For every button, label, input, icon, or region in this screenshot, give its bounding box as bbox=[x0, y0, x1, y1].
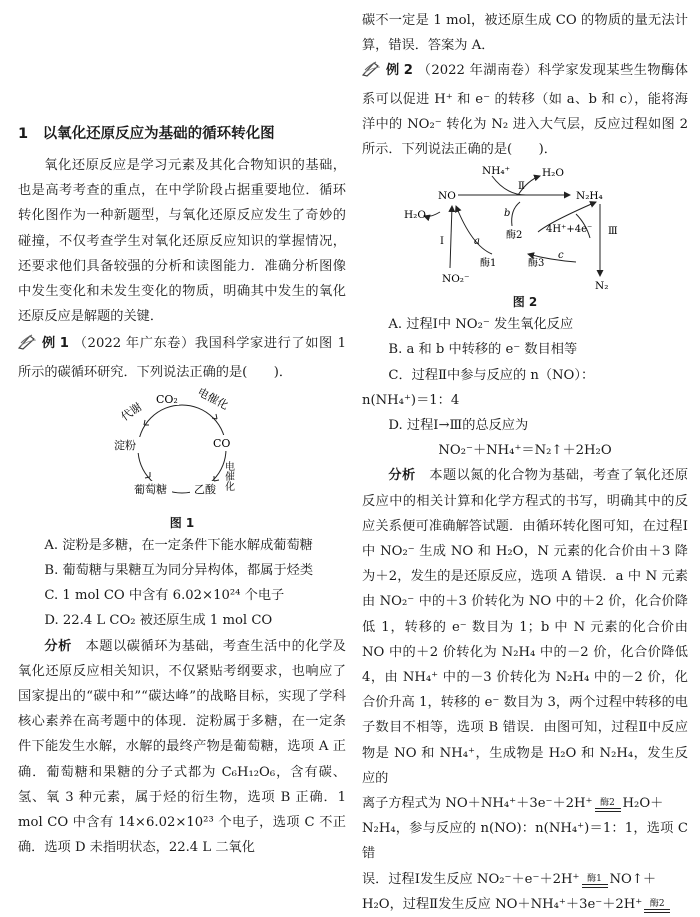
label-nh4: NH₄⁺ bbox=[482, 165, 511, 178]
right-column bbox=[362, 0, 688, 917]
node-starch: 淀粉 bbox=[114, 438, 136, 452]
label-no: NO bbox=[438, 190, 456, 203]
example2-analysis bbox=[362, 463, 688, 791]
label-enzyme-3: 酶3 bbox=[528, 258, 545, 270]
eq4-lhs: H₂O，过程Ⅱ发生反应 NO＋NH₄⁺＋3e⁻＋2H⁺ bbox=[362, 896, 643, 912]
example1-analysis-text: 本题以碳循环为基础，考查生活中的化学及氧化还原反应相关知识，不仅紧贴考纲要求，也响应了国家提出的“碳中和”“碳达峰”的战略目标，实现了学科核心素养在高考题中的体现．淀粉属于多糖，在一定条件下能发生水解，水解的最终产物是葡萄糖，选项 A 正确．葡萄糖和果糖的分子式都为 C₆H₁₂O₆，含有碳、氢、氧 3 种元素，属于烃的衍生物，选项 B 正确．1 mol CO 中含有 14×6.02×10²³ 个电子，选项 C 不正确．选项 D 未指明状态，22.4 L 二氧化 bbox=[18, 638, 346, 856]
eq1-rhs: H₂O＋ bbox=[622, 796, 664, 812]
equation-line-2: N₂H₄，参与反应的 n(NO)：n(NH₄⁺)＝1：1，选项 C 错 bbox=[362, 821, 688, 862]
example1-option-b: B. 葡萄糖与果糖互为同分异构体，都属于烃类 bbox=[44, 563, 314, 579]
label-enzyme-2: 酶2 bbox=[506, 230, 523, 242]
figure-1-caption: 图 1 bbox=[169, 515, 195, 530]
eq3-lhs: 误．过程Ⅰ发生反应 NO₂⁻＋e⁻＋2H⁺ bbox=[362, 871, 580, 887]
left-column bbox=[18, 0, 346, 860]
label-h2o-top: H₂O bbox=[542, 167, 564, 180]
eq3-rhs: NO↑＋ bbox=[609, 871, 657, 887]
label-no2: NO₂⁻ bbox=[442, 273, 470, 286]
label-electrocatalysis-2: 电催化 bbox=[222, 460, 234, 491]
node-co2: CO₂ bbox=[156, 392, 178, 406]
example2-option-d-equation: NO₂⁻＋NH₄⁺＝N₂↑＋2H₂O bbox=[438, 443, 612, 459]
example1-option-d: D. 22.4 L CO₂ 被还原生成 1 mol CO bbox=[44, 613, 273, 629]
example2-option-c-cont: n(NH₄⁺)＝1：4 bbox=[362, 392, 460, 408]
label-process-2: Ⅱ bbox=[518, 181, 525, 193]
equation-line-4 bbox=[362, 892, 688, 917]
label-electrocatalysis-1: 电催化 bbox=[195, 385, 231, 413]
figure-1-carbon-cycle bbox=[92, 385, 272, 513]
figure-2-nitrogen-cycle bbox=[400, 162, 650, 292]
enzyme-equals-sign bbox=[644, 900, 670, 913]
example2-analysis-text: 本题以氮的化合物为基础，考查了氧化还原反应中的相关计算和化学方程式的书写，明确其中的反应关系便可准确解答试题．由循环转化图可知，在过程Ⅰ中 NO₂⁻ 生成 NO 和 H₂O，N 元素的化合价由＋3 降为＋2，发生的是还原反应，选项 A 错误．a 中 N 元素由 NO₂⁻ 中的＋3 价转化为 NO 中的＋2 价，化合价降低 1，转移的 e⁻ 数目为 1；b 中 N 元素的化合价由 NO 中的＋2 价转化为 N₂H₄ 中的－2 价，化合价降低 4，由 NH₄⁺ 中的－3 价转化为 N₂H₄ 中的－2 价，化合价升高 1，转移的 e⁻ 数目为 3，两个过程中转移的电子数目不相等，选项 B 错误．由图可知，过程Ⅱ中反应物是 NO 和 NH₄⁺，生成物是 H₂O 和 N₂H₄，发生反应的 bbox=[362, 468, 689, 786]
label-process-1: Ⅰ bbox=[440, 236, 444, 248]
eq4-enzyme: 酶2 bbox=[649, 898, 665, 909]
figure-2-caption: 图 2 bbox=[512, 295, 538, 310]
example1-label: 例 1 bbox=[42, 336, 69, 352]
example1-stem bbox=[18, 331, 346, 384]
eq1-lhs: 离子方程式为 NO＋NH₄⁺＋3e⁻＋2H⁺ bbox=[362, 796, 593, 812]
label-h2o-left: H₂O bbox=[404, 209, 426, 222]
example1-option-c: C. 1 mol CO 中含有 6.02×10²⁴ 个电子 bbox=[44, 588, 285, 604]
node-acetic-acid: 乙酸 bbox=[194, 482, 216, 496]
example2-label: 例 2 bbox=[386, 63, 413, 79]
pencil-icon bbox=[362, 61, 384, 86]
enzyme-equals-sign bbox=[582, 875, 608, 888]
eq1-enzyme: 酶2 bbox=[600, 798, 615, 809]
example2-stem-text: （2022 年湖南卷）科学家发现某些生物酶体系可以促进 H⁺ 和 e⁻ 的转移（如 a、b 和 c），能将海洋中的 NO₂⁻ 转化为 N₂ 进入大气层，反应过程如图 2 所示．下列说法正确的是( )． bbox=[362, 63, 688, 158]
label-h-electrons: 4H⁺+4e⁻ bbox=[546, 224, 593, 236]
analysis-label: 分析 bbox=[44, 638, 72, 654]
example1-stem-text: （2022 年广东卷）我国科学家进行了如图 1 所示的碳循环研究．下列说法正确的是( )． bbox=[18, 336, 346, 380]
label-a: a bbox=[474, 236, 480, 248]
enzyme-equals-sign bbox=[595, 799, 621, 812]
eq3-enzyme: 酶1 bbox=[587, 873, 602, 884]
label-process-3: Ⅲ bbox=[608, 226, 618, 238]
label-c: c bbox=[558, 250, 564, 262]
equation-line-3 bbox=[362, 867, 688, 892]
label-n2h4: N₂H₄ bbox=[576, 190, 603, 203]
label-n2: N₂ bbox=[595, 280, 609, 293]
intro-paragraph: 氧化还原反应是学习元素及其化合物知识的基础，也是高考考查的重点，在中学阶段占据重要地位．循环转化图作为一种新题型，与氧化还原反应发生了奇妙的碰撞，不仅考查学生对氧化还原反应知识的掌握情况，还要求他们具备较强的分析和读图能力．准确分析图像中发生变化和未发生变化的物质，明确其中发生的氧化还原反应是解题的关键． bbox=[18, 158, 346, 325]
node-glucose: 葡萄糖 bbox=[134, 482, 167, 496]
node-co: CO bbox=[213, 436, 231, 450]
example1-analysis bbox=[18, 634, 346, 861]
pencil-icon bbox=[18, 334, 40, 359]
label-enzyme-1: 酶1 bbox=[480, 258, 497, 270]
section-heading: 1 以氧化还原反应为基础的循环转化图 bbox=[18, 126, 275, 142]
label-b: b bbox=[504, 208, 511, 220]
example1-option-a: A. 淀粉是多糖，在一定条件下能水解成葡萄糖 bbox=[44, 537, 313, 553]
example2-option-b: B. a 和 b 中转移的 e⁻ 数目相等 bbox=[388, 342, 578, 358]
analysis-label: 分析 bbox=[388, 468, 416, 484]
example2-option-a: A. 过程Ⅰ中 NO₂⁻ 发生氧化反应 bbox=[388, 317, 574, 333]
example2-option-d: D. 过程Ⅰ→Ⅲ的总反应为 bbox=[388, 418, 529, 434]
example2-option-c: C．过程Ⅱ中参与反应的 n（NO）： bbox=[388, 367, 595, 383]
example2-stem bbox=[362, 58, 688, 162]
label-metabolism: 代谢 bbox=[118, 400, 145, 424]
example1-continuation: 碳不一定是 1 mol，被还原生成 CO 的物质的量无法计算，错误．答案为 A． bbox=[362, 13, 688, 54]
equation-line-1 bbox=[362, 791, 688, 816]
